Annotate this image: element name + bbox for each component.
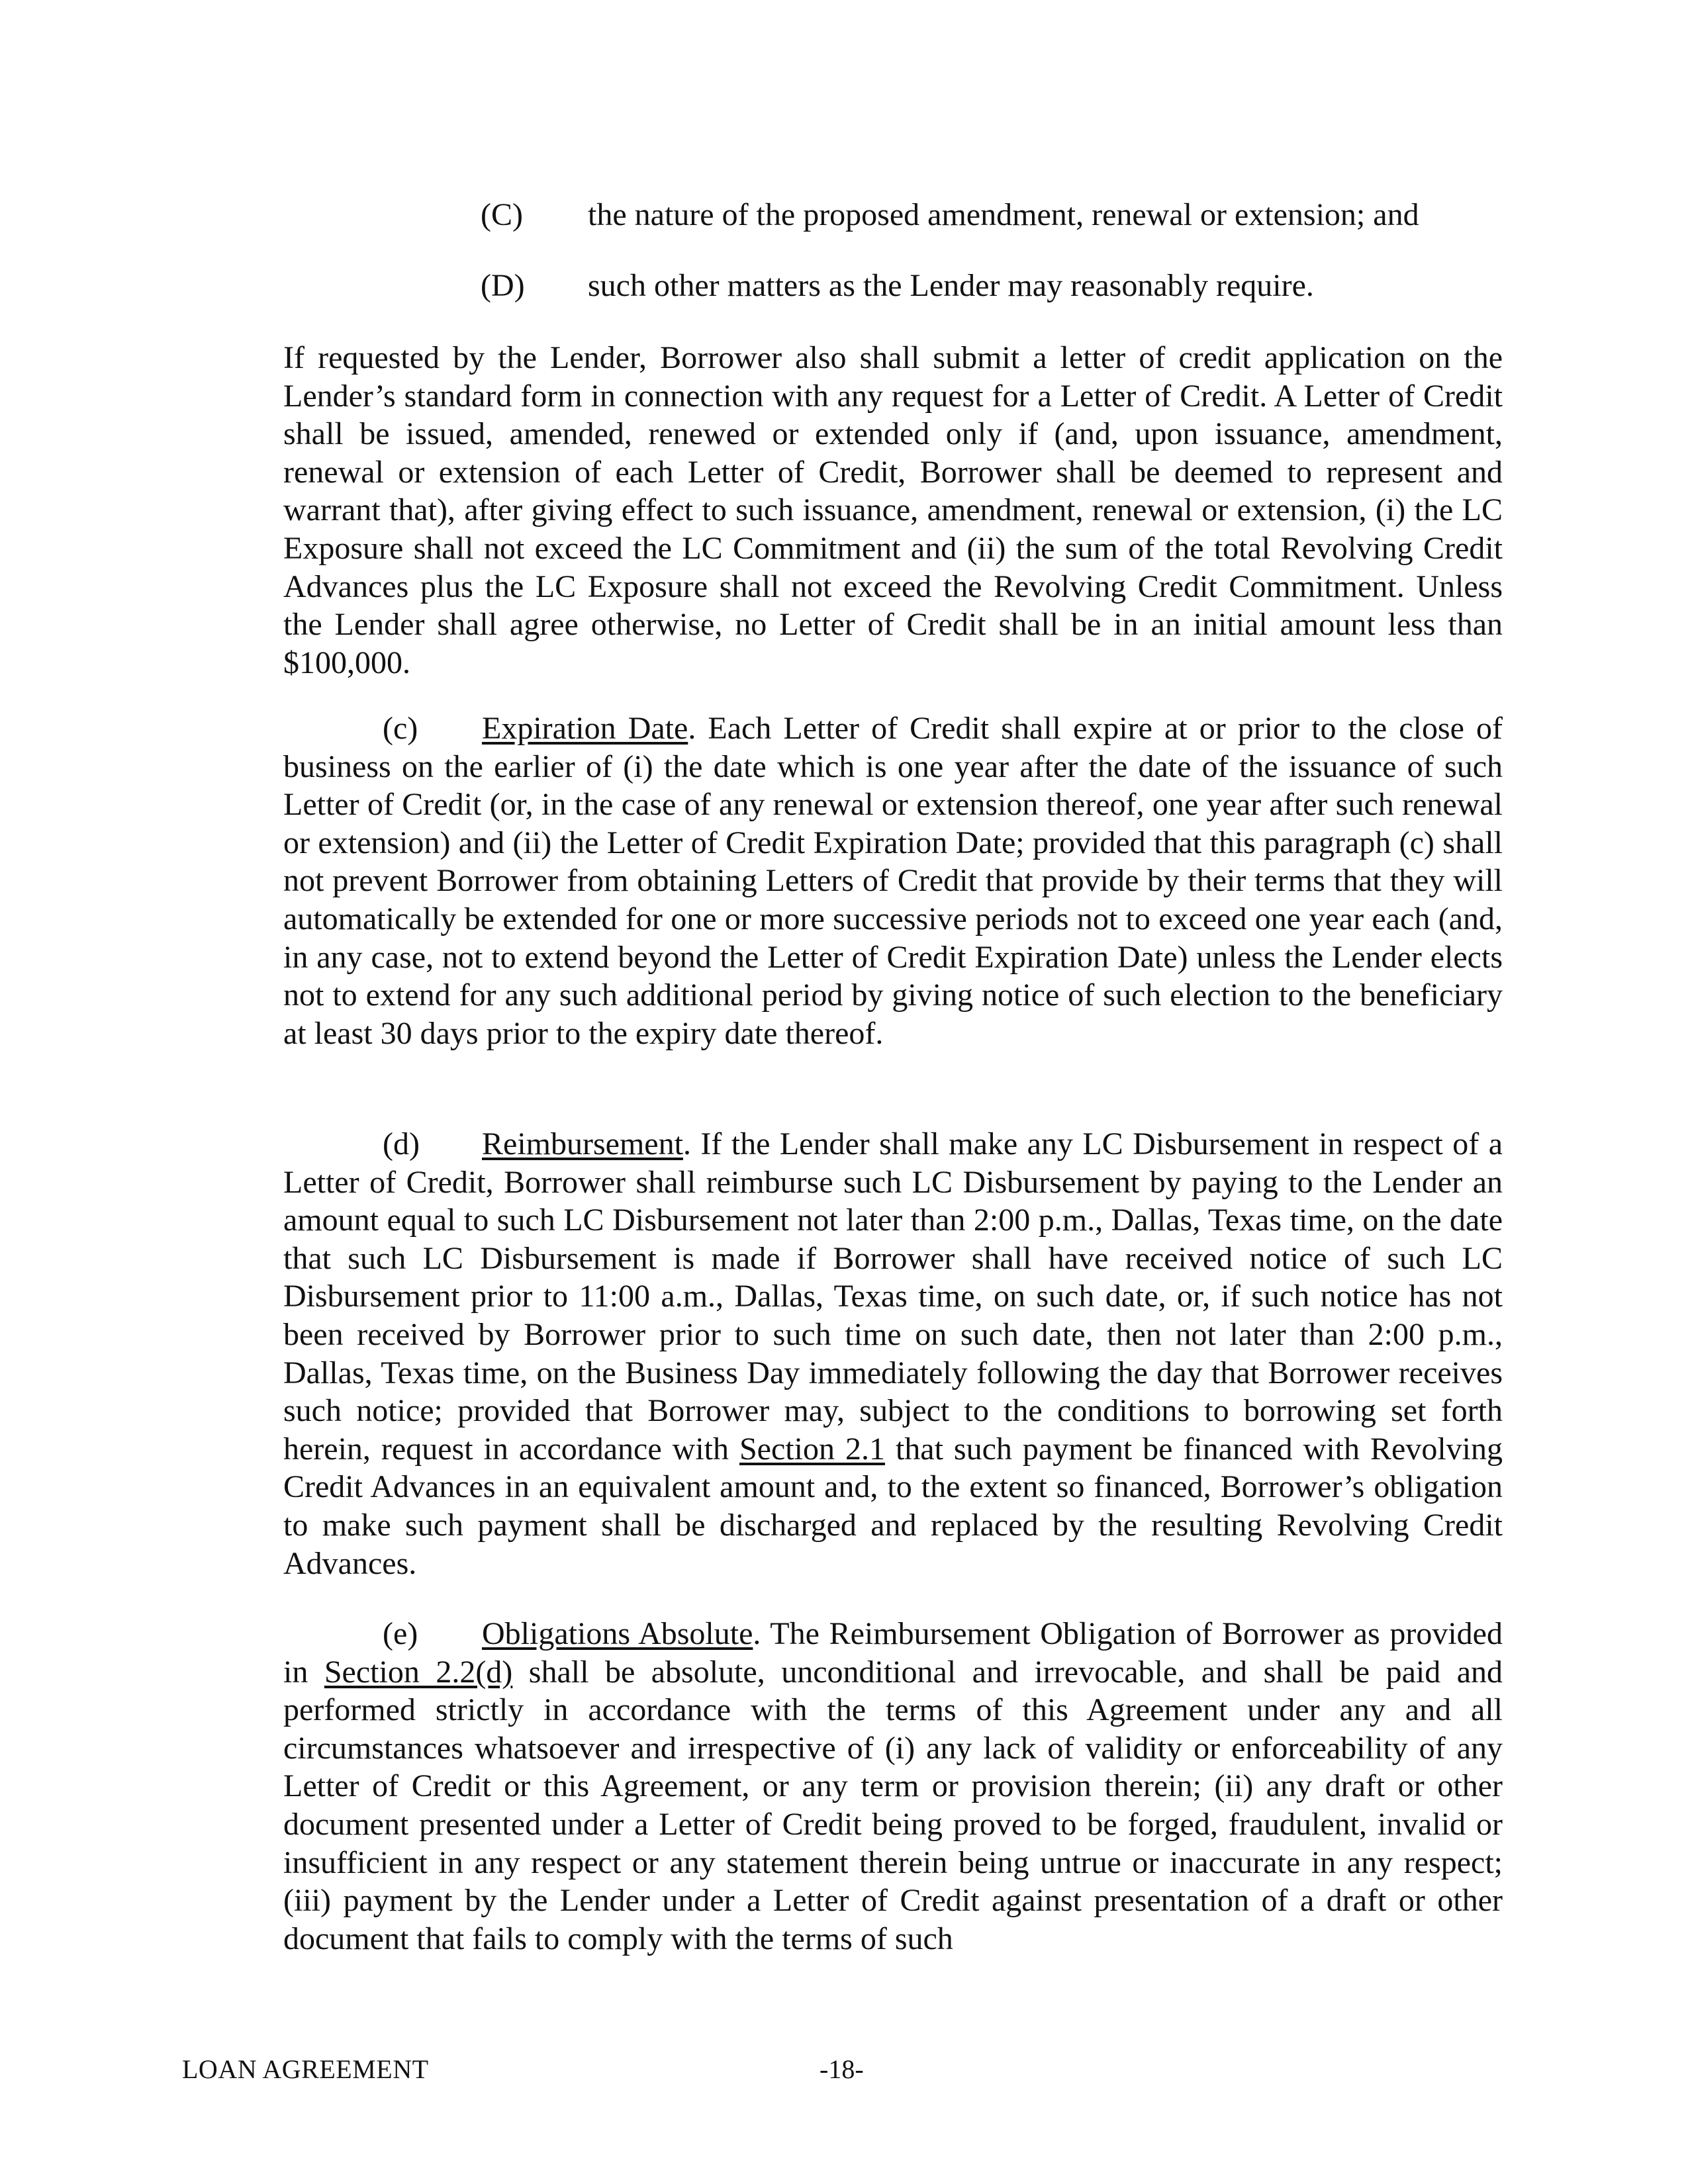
section-marker: (c) [383,711,418,746]
section-heading: Expiration Date [482,711,688,746]
section-reference: Section 2.1 [739,1431,885,1467]
section-c-paragraph [283,709,1503,1052]
section-marker: (d) [383,1126,420,1161]
list-item-c [481,196,1419,234]
section-e-paragraph [283,1615,1503,1958]
section-body: . If the Lender shall make any LC Disbursement in respect of a Letter of Credit, Borrower shall reimburse such LC Disbursement by paying to the Lender an amount equal to such LC Disbursement not later than 2:00 p.m., Dallas, Texas time, on the date that such LC Disbursement is made if Borrower shall have received notice of such LC Disbursement prior to 11:00 a.m., Dallas, Texas time, on such date, or, if such notice has not been received by Borrower prior to such time on such date, then not later than 2:00 p.m., Dallas, Texas time, on the Business Day immediately following the day that Borrower receives such notice; provided that Borrower may, subject to the conditions to borrowing set forth herein, request in accordance with [283,1126,1503,1467]
list-item-d [481,267,1314,305]
footer-document-title: LOAN AGREEMENT [182,2054,429,2084]
section-reference: Section 2.2(d) [324,1654,513,1690]
section-body: that such payment be financed with Revolving Credit Advances in an equivalent amount and, to the extent so financed, Borrower’s obligation to make such payment shall be discharged and replaced by the resulting Revolving Credit Advances. [283,1431,1503,1581]
section-marker: (e) [383,1616,418,1651]
section-body: . Each Letter of Credit shall expire at or prior to the close of business on the earlier of (i) the date which is one year after the date of the issuance of such Letter of Credit (or, in the case of any renewal or extension thereof, one year after such renewal or extension) and (ii) the Letter of Credit Expiration Date; provided that this paragraph (c) shall not prevent Borrower from obtaining Letters of Credit that provide by their terms that they will automatically be extended for one or more successive periods not to exceed one year each (and, in any case, not to extend beyond the Letter of Credit Expiration Date) unless the Lender elects not to extend for any such additional period by giving notice of such election to the beneficiary at least 30 days prior to the expiry date thereof. [283,711,1503,1051]
footer-page-number: -18- [820,2054,864,2084]
item-marker: (C) [481,197,523,232]
paragraph-intro: If requested by the Lender, Borrower also shall submit a letter of credit application on the Lender’s standard form in connection with any request for a Letter of Credit. A Letter of Credit shall be issued, amended, renewed or extended only if (and, upon issuance, amendment, renewal or extension of each Letter of Credit, Borrower shall be deemed to represent and warrant that), after giving effect to such issuance, amendment, renewal or extension, (i) the LC Exposure shall not exceed the LC Commitment and (ii) the sum of the total Revolving Credit Advances plus the LC Exposure shall not exceed the Revolving Credit Commitment. Unless the Lender shall agree otherwise, no Letter of Credit shall be in an initial amount less than $100,000. [283,340,1503,680]
section-body: . The Reimbursement Obligation of Borrower as provided in [283,1616,1503,1690]
section-body: shall be absolute, unconditional and irrevocable, and shall be paid and performed strictly in accordance with the terms of this Agreement under any and all circumstances whatsoever and irrespective of (i) any lack of validity or enforceability of any Letter of Credit or this Agreement, or any term or provision therein; (ii) any draft or other document presented under a Letter of Credit being proved to be forged, fraudulent, invalid or insufficient in any respect or any statement therein being untrue or inaccurate in any respect; (iii) payment by the Lender under a Letter of Credit against presentation of a draft or other document that fails to comply with the terms of such [283,1654,1503,1956]
section-heading: Obligations Absolute [482,1616,753,1651]
section-heading: Reimbursement [482,1126,683,1161]
item-marker: (D) [481,268,525,303]
item-text: the nature of the proposed amendment, renewal or extension; and [588,197,1419,232]
item-text: such other matters as the Lender may reasonably require. [588,268,1314,303]
section-d-paragraph [283,1125,1503,1582]
